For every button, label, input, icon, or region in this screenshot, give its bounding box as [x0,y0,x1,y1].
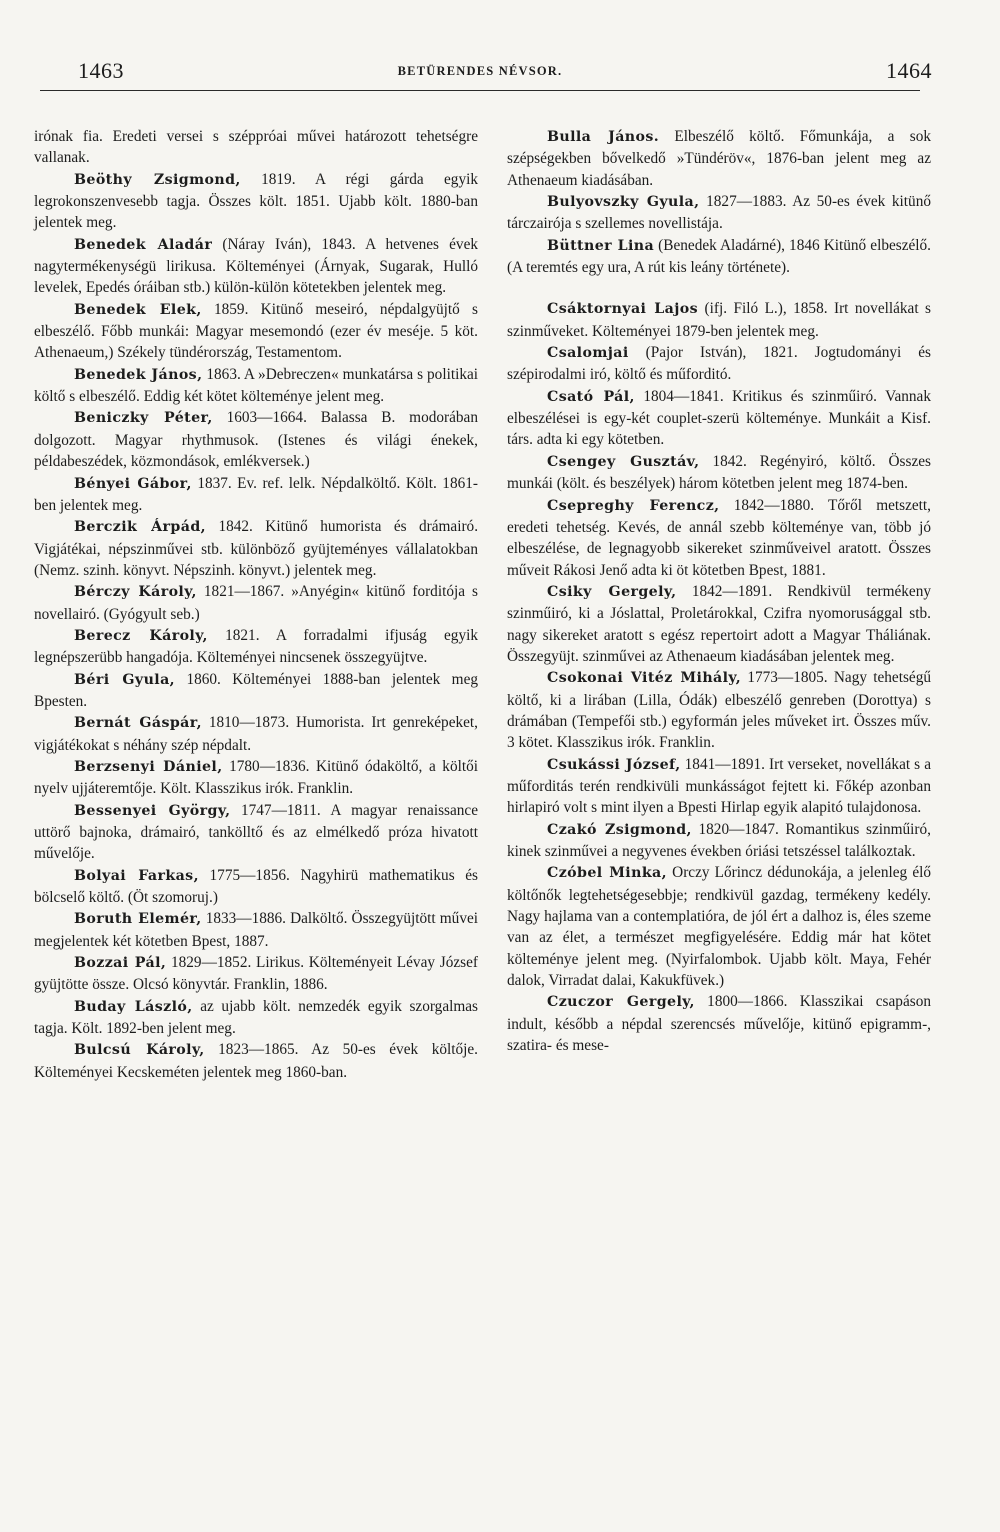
entry-text: 1773—1805. Nagy tehetségű költő, ki a lirában (Lilla, Ódák) elbeszélő genreben (Dorottya) s drámában (Tempefői stb.) egyformán jeles műveket irt. Összes műv. 3 kötet. Klasszikus irók. Franklin. [507,669,932,752]
entry-text: 1829—1852. Lirikus. Költeményeit Lévay József gyüjtötte össze. Olcsó könyvtár. Franklin, 1886. [34,954,478,994]
entry-name: Csató Pál, [547,388,635,405]
entry-text: 1821. A forradalmi ifjuság egyik legnépszerübb hangadója. Költeményei nincsenek összegyüjtve. [34,626,478,667]
entry-name: Bulla János. [547,129,660,145]
entry-name: Csiky Gergely, [547,583,677,600]
entry-text: 1827—1883. Az 50-es évek kitünő tárczairója s szellemes novellistája. [507,193,932,233]
entry [34,516,478,581]
entry [34,364,478,408]
entry [507,235,931,279]
entry-name: Czóbel Minka, [547,865,667,882]
entry [34,126,478,169]
entry-text: 1780—1836. Kitünő ódaköltő, a költői nyelv ujjáteremtője. Költ. Klasszikus irók. Franklin. [34,757,478,798]
entry-text: (Pajor István), 1821. Jogtudományi és szépirodalmi iró, költő és műforditó. [507,344,931,384]
entry-text: irónak fia. Eredeti versei s széppróai művei határozott tehetségre vallanak. [34,128,478,167]
entry-name: Csukássi József, [547,756,681,773]
entry [507,819,931,863]
entry-text: 1842—1891. Rendkivül termékeny szinműiró, ki a Jóslattal, Proletárokkal, Czifra nyomorusággal stb. nagy sikereket aratott s egész repertoirt adott a Magyar Tháliának. Összegyüjt. szinművei az Athenaeum kiadásában jelentek meg. [507,582,932,665]
entry [34,756,478,800]
entry-text: 1841—1891. Irt verseket, novellákat s a műforditás terén rendkivüli munkásságot fejtett ki. Főkép azonban hirlapiró volt s mint ilyen a Bpesti Hirlap egyik alapitó tulajdonosa. [507,755,931,817]
entry-name: Csengey Gusztáv, [547,453,700,470]
entry-text: 1800—1866. Klasszikai csapáson indult, később a népdal szerencsés művelője, kitünő epigramm-, szatira- és mese- [507,993,931,1055]
entry-text: 1603—1664. Balassa B. modorában dolgozott. Magyar rhythmusok. (Istenes és világi énekek, példabeszédek, közmondások, emlékversek.) [34,409,478,471]
entry [34,407,478,472]
entry-name: Benedek János, [74,366,203,383]
entry-text: 1775—1856. Nagyhirü mathematikus és bölcselő költő. (Öt szomoruj.) [34,866,478,907]
entry-text: (ifj. Filó L.), 1858. Irt novellákat s szinműveket. Költeményei 1879-ben jelentek meg. [507,300,931,340]
entry-name: Berczik Árpád, [74,519,207,536]
entry [507,667,931,753]
entry-text: 1842. Regényiró, költő. Összes munkái (költ. és beszélyek) három kötetben jelent meg 1874-ben. [507,452,931,493]
entry [507,342,931,386]
entry-text: 1842—1880. Tőről metszett, eredeti tehetség. Kevés, de annál szebb költeménye van, több jó elbeszélése, de legnagyobb sikereket szinműveivel aratott. Összes műveit Rákosi Jenő adta ki öt kötetben Bpest, 1881. [507,496,931,579]
entry [507,191,931,235]
entry-text: 1837. Ev. ref. lelk. Népdalköltő. Költ. 1861-ben jelentek meg. [34,474,478,514]
entry [34,800,478,865]
entry [507,126,931,191]
entry-name: Bernát Gáspár, [74,715,202,732]
entry-name: Csepreghy Ferencz, [547,497,720,514]
page-number-left: 1463 [78,58,124,83]
entry-text: 1810—1873. Humorista. Irt genreképeket, vigjátékokat s néhány szép népdalt. [34,714,479,754]
entry-name: Bulcsú Károly, [74,1042,205,1059]
entry-name: Bozzai Pál, [74,955,167,972]
left-column [34,126,478,1083]
entry-text: 1842. Kitünő humorista és drámairó. Vigjátékai, népszinművei stb. különböző gyüjteményes vállalatokban (Nemz. szinh. könyvt. Népszinh. könyvt.) jelentek meg. [34,518,479,579]
entry-name: Berecz Károly, [74,627,208,644]
entry-name: Benedek Aladár [74,236,213,253]
entry-name: Beöthy Zsigmond, [74,171,241,188]
entry [34,1039,478,1083]
page-number-right: 1464 [886,58,932,83]
entry-text: (Benedek Aladárné), 1846 Kitünő elbeszélő. (A teremtés egy ura, A rút kis leány története). [507,236,932,277]
entry-name: Csalomjai [547,345,629,362]
entry [507,451,931,495]
entry [34,473,478,517]
entry [507,386,931,451]
entry [34,952,478,996]
entry [34,169,478,234]
entry-name: Benedek Elek, [74,301,202,318]
entry [507,495,931,581]
entry-name: Buday László, [74,998,193,1015]
entry-name: Bolyai Farkas, [74,867,199,884]
entry-text: az ujabb költ. nemzedék egyik szorgalmas tagja. Költ. 1892-ben jelent meg. [34,997,479,1038]
entry-name: Bessenyei György, [74,802,231,819]
entry-text: 1859. Kitünő meseiró, népdalgyüjtő s elbeszélő. Főbb munkái: Magyar mesemondó (ezer év meséje. 5 köt. Athenaeum,) Székely tündérország, Testamentom. [34,300,478,362]
entry-name: Bulyovszky Gyula, [547,194,700,211]
entry-name: Bérczy Károly, [74,584,197,601]
entry-name: Büttner Lina [547,237,655,254]
entry-text: 1820—1847. Romantikus szinműiró, kinek szinművei a negyvenes években óriási tetszéssel találkoztak. [507,820,931,860]
entry [34,865,478,909]
entry [34,234,478,299]
entry-name: Bényei Gábor, [74,475,192,492]
entry [34,996,478,1040]
entry-text: 1819. A régi gárda egyik legrokonszenvesebb tagja. Összes költ. 1851. Ujabb költ. 1880-ban jelentek meg. [34,170,478,232]
entry-text: 1860. Költeményei 1888-ban jelentek meg Bpesten. [34,670,479,710]
entry-name: Czuczor Gergely, [547,994,695,1011]
entry-name: Berzsenyi Dániel, [74,758,223,775]
entry-name: Csokonai Vitéz Mihály, [547,670,742,687]
entry [34,581,478,625]
entry [34,669,478,713]
entry-text: 1823—1865. Az 50-es évek költője. Költeményei Kecskeméten jelentek meg 1860-ban. [34,1041,478,1081]
entry-text: Elbeszélő költő. Főmunkája, a sok szépségekben bővelkedő »Tündéröv«, 1876-ban jelent meg az Athenaeum kiadásában. [507,128,931,189]
entry-name: Béri Gyula, [74,671,176,688]
entry-text: 1863. A »Debreczen« munkatársa s politikai költő s elbeszélő. Eddig két kötet költeménye jelent meg. [34,365,479,406]
entry-text: 1804—1841. Kritikus és szinműiró. Vannak elbeszélései is egy-két couplet-szerü költeménye. Munkáit a Kisf. társ. adta ki egy kötetben. [507,387,931,449]
entry [507,754,931,819]
entry-name: Czakó Zsigmond, [547,821,692,838]
entry [507,862,931,991]
entry [34,625,478,669]
entry [34,299,478,364]
page-header [40,58,932,91]
entry-text: (Náray Iván), 1843. A hetvenes évek nagytermékenységü lirikusa. Költeményei (Árnyak, Sugarak, Hulló levelek, Epedés óráiban stb.) külön-külön kötetekben jelentek meg. [34,235,479,297]
entry-text: 1833—1886. Dalköltő. Összegyüjtött művei megjelentek két kötetben Bpest, 1887. [34,910,479,950]
entry-name: Boruth Elemér, [74,911,202,928]
running-title: BETÜRENDES NÉVSOR. [397,64,563,78]
entry [34,712,478,756]
right-column [507,126,931,1056]
entry [507,298,931,342]
entry-name: Csáktornyai Lajos [547,301,699,318]
entry-text: 1821—1867. »Anyégin« kitünő forditója s novellairó. (Gyógyult seb.) [34,583,478,623]
entry [507,991,931,1056]
entry-text: 1747—1811. A magyar renaissance uttörő bajnoka, drámairó, tankölltő és az elmélkedő próza hivatott művelője. [34,801,478,863]
entry-name: Beniczky Péter, [74,410,213,427]
entry [507,581,931,667]
entry-text: Orczy Lőrincz dédunokája, a jelenleg élő költőnők legtehetségesebbje; rendkivül gazdag, termékeny kedély. Nagy hajlama van a contemplatióra, de jól ért a dalhoz is, éles szeme van az élet, a természet megfigyelésére. Eddig már hat kötet költeménye jelent meg. (Nyirfalombok. Ujabb költ. Maya, Fehér dalok, Virradat dalai, Kakukfüvek.) [507,864,932,990]
entry [34,908,478,952]
